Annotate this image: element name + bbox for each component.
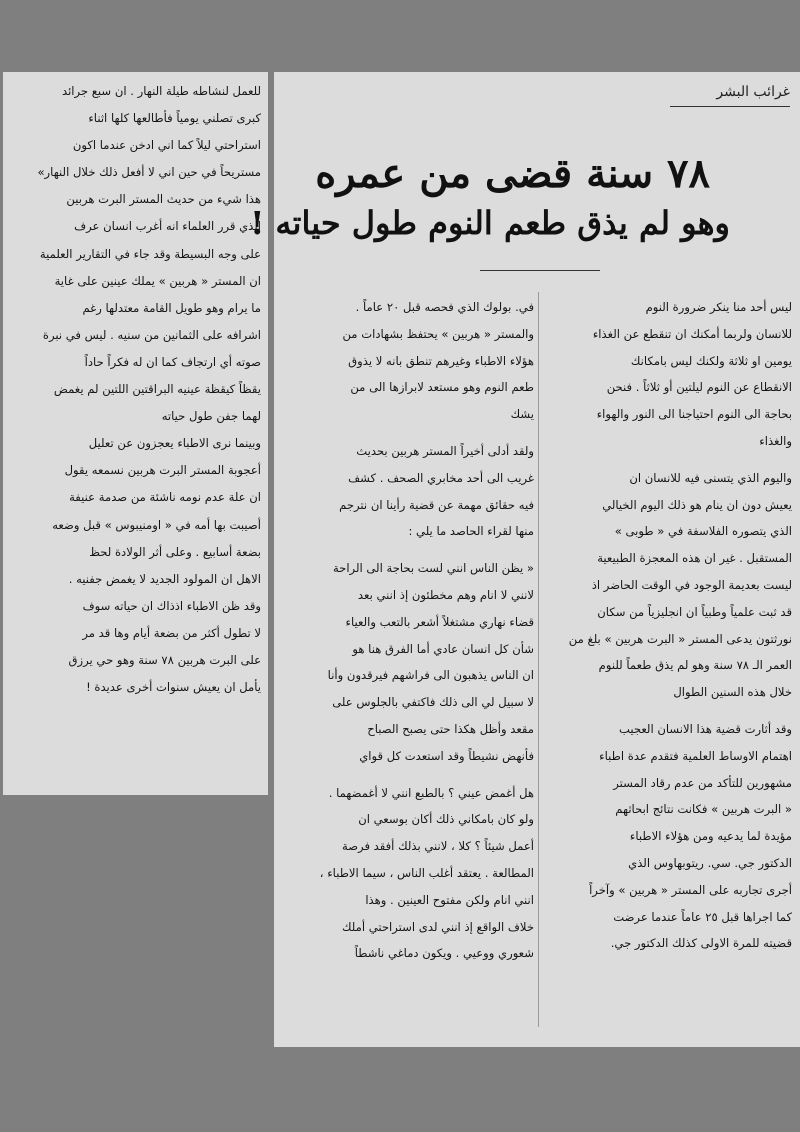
text-line: خلاف الواقع إذ انني لدى استراحتي أملك [342,919,534,934]
text-line: بضعة أسابيع . وعلى أثر الولادة لحظ [89,544,261,559]
text-line: أصيبت بها أمه في « اومنيبوس » قبل وضعه [52,517,261,532]
text-line: استراحتي ليلاً كما اني ادخن عندما اكون [72,138,261,153]
text-line: قد ثبت علمياً وطبياً ان انجليزياً من سكان [597,604,792,619]
text-line: مقعد وأظل هكذا حتى يصبح الصباح [367,721,534,736]
headline-line-2: وهو لم يذق طعم النوم طول حياته ! [250,204,730,242]
text-line: لهما جفن طول حياته [161,409,261,424]
text-line: وقد أثارت قضية هذا الانسان العجيب [618,721,792,736]
text-line: يعيش دون ان ينام هو ذلك اليوم الخيالي [602,497,792,512]
paragraph-gap [542,706,792,716]
text-line: يقظاً كيقظة عينيه البراقتين اللتين لم يغمض [53,382,261,397]
text-line: العمر الـ ٧٨ سنة وهو لم يذق طعماً للنوم [598,658,792,673]
right-column-text [542,294,792,957]
text-line: اشرافه على الثمانين من سنيه . ليس في نبرة [42,327,261,342]
text-line: قضاء نهاري مشتغلاً أشعر بالتعب والعياء [345,614,534,629]
text-line: ما يرام وهو طويل القامة معتدلها رغم [82,300,261,315]
text-line: هؤلاء الاطباء وغيرهم تنطق بانه لا يذوق [348,353,534,368]
text-line: نورثتون يدعى المستر « البرت هربين » بلغ من [568,631,792,646]
text-line: كبرى تصلني يومياً فأطالعها كلها اثناء [88,111,261,126]
text-line: والغذاء [759,433,792,448]
text-line: ولو كان بامكاني ذلك أكان بوسعي ان [358,812,534,827]
text-line: خلال هذه السنين الطوال [673,685,792,700]
paragraph-gap [282,545,534,555]
paragraph-gap [282,428,534,438]
text-line: صوته أي ارتجاف كما ان له فكراً حاداً [84,354,261,369]
text-line: هل أغمض عيني ؟ بالطبع انني لا أغمضهما . [328,785,534,800]
text-line: الاهل ان المولود الجديد لا يغمض جفنيه . [68,571,261,586]
middle-column-text [282,294,534,967]
text-line: والمستر « هربين » يحتفظ بشهادات من [342,326,534,341]
text-line: ان علة عدم نومه ناشئة من صدمة عنيفة [69,490,261,505]
paragraph [282,294,534,428]
text-line: واليوم الذي يتسنى فيه للانسان ان [629,470,792,485]
text-line: ان المستر « هربين » يملك عينين على غاية [54,273,261,288]
text-line: قضيته للمرة الاولى كذلك الدكتور جي. [610,936,792,951]
text-line: « يظن الناس انني لست بحاجة الى الراحة [332,561,534,576]
article-page [250,72,800,1047]
text-line: وبينما نرى الاطباء يعجزون عن تعليل [88,436,261,451]
section-kicker: غرائب البشر [670,84,790,107]
text-line: الانقطاع عن النوم ليلتين أو ثلاثاً . فنحن [606,380,792,395]
text-line: الذي يتصوره الفلاسفة في « طوبى » [614,524,792,539]
text-line: أجرى تجاربه على المستر « هربين » وآخراً [589,882,792,897]
text-line: يأمل ان يعيش سنوات أخرى عديدة ! [86,680,261,695]
paragraph [282,438,534,545]
text-line: مستريحاً في حين اني لا أفعل ذلك خلال النهار» [37,165,261,180]
text-line: طعم النوم وهو مستعد لابرازها الى من [350,380,534,395]
text-line: انني انام ولكن مفتوح العينين . وهذا [365,892,534,907]
title-divider [480,270,600,271]
text-line: مؤيدة لما يدعيه ومن هؤلاء الاطباء [629,829,792,844]
text-line: كما اجراها قبل ٢٥ عاماً عندما عرضت [613,909,792,924]
text-line: هذا شيء من حديث المستر البرت هربين [66,192,261,207]
paragraph [542,465,792,706]
text-line: للعمل لنشاطه طيلة النهار . ان سبع جرائد [61,84,261,98]
paragraph-gap [542,455,792,465]
text-line: اهتمام الاوساط العلمية فتقدم عدة اطباء [599,748,792,763]
text-line: يومين او ثلاثة ولكنك ليس بامكانك [630,353,792,368]
paragraph [282,555,534,769]
text-line: وقد ظن الاطباء اذذاك ان حياته سوف [82,598,261,613]
text-line: أعمل شيئاً ؟ كلا ، لانني بذلك أفقد فرصة [341,839,534,854]
text-line: شعوري ووعيي . ويكون دماغي ناشطاً [354,946,534,961]
text-line: ان الناس يذهبون الى فراشهم فيرقدون وأنا [327,668,534,683]
text-line: على البرت هربين ٧٨ سنة وهو حي يرزق [68,652,261,667]
text-line: لانني لا انام وهم مخطئون إذ انني بعد [357,587,534,602]
text-line: المستقبل . غير ان هذه المعجزة الطبيعية [597,551,792,566]
paragraph-gap [282,770,534,780]
text-line: غريب الى أحد مخابري الصحف . كشف [348,470,534,485]
text-line: بحاجة الى النوم احتياجنا الى النور والهواء [596,407,792,422]
text-line: للانسان ولربما أمكنك ان تنقطع عن الغذاء [592,326,792,341]
left-column-text [11,78,261,701]
paragraph [542,716,792,957]
text-line: فأنهض نشيطاً وقد استعدت كل قواي [359,748,534,763]
paragraph [282,780,534,968]
text-line: يشك [510,407,534,422]
left-strip [3,72,268,795]
column-divider [538,292,539,1027]
paragraph [542,294,792,455]
headline-line-1: ٧٨ سنة قضى من عمره [315,150,710,197]
text-line: لا سبيل لي الى ذلك فاكتفي بالجلوس على [332,695,534,710]
text-line: « البرت هربين » فكانت نتائج ابحاثهم [615,802,792,817]
text-line: على وجه البسيطة وقد جاء في التقارير العلمية [39,246,261,261]
text-line: ولقد أدلى أخيراً المستر هربين بحديث [356,443,534,458]
text-line: شأن كل انسان عادي أما الفرق هنا هو [352,641,534,656]
text-line: الدكتور جي. سي. ريتوبهاوس الذي [628,855,792,870]
text-line: مشهورين للتأكد من عدم رقاد المستر [613,775,792,790]
text-line: لا تطول أكثر من بضعة أيام وها قد مر [82,625,261,640]
text-line: منها لقراء الحاصد ما يلي : [408,524,534,539]
text-line: الذي قرر العلماء انه أغرب انسان عرف [74,219,261,234]
text-line: أعجوبة المستر البرت هربين نسمعه يقول [64,463,261,478]
text-line: المطالعة . يعتقد أغلب الناس ، سيما الاطباء ، [319,865,534,880]
text-line: ليست بعديمة الوجود في الوقت الحاضر اذ [591,577,792,592]
text-line: فيه حقائق مهمة عن قضية رأينا ان نترجم [339,497,534,512]
text-line: في. بولوك الذي فحصه قبل ٢٠ عاماً . [355,300,534,314]
text-line: ليس أحد منا ينكر ضرورة النوم [645,300,792,314]
